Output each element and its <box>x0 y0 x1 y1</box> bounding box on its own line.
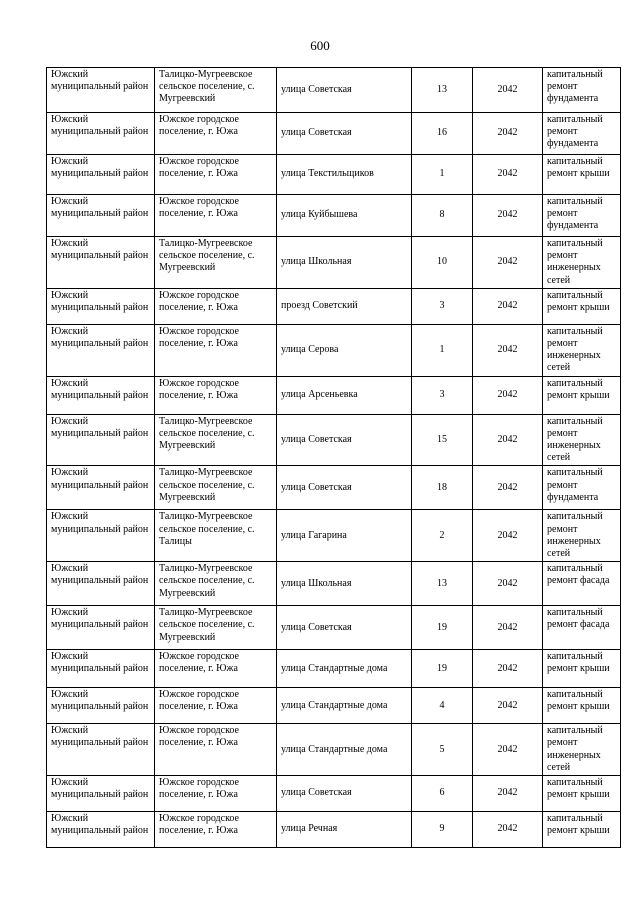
year-cell: 2042 <box>473 195 543 237</box>
year-cell: 2042 <box>473 324 543 376</box>
street-cell: улица Школьная <box>277 237 412 289</box>
work-type-cell: капитальный ремонт крыши <box>543 288 621 324</box>
house-number-cell: 13 <box>412 68 473 113</box>
district-cell: Южский муниципальный район <box>47 606 155 650</box>
work-type-cell: капитальный ремонт крыши <box>543 812 621 848</box>
registry-table-body <box>47 68 621 848</box>
house-number-cell: 19 <box>412 650 473 688</box>
street-cell: улица Школьная <box>277 562 412 606</box>
work-type-cell: капитальный ремонт инженерных сетей <box>543 724 621 776</box>
year-cell: 2042 <box>473 237 543 289</box>
work-type-cell: капитальный ремонт инженерных сетей <box>543 414 621 466</box>
year-cell: 2042 <box>473 650 543 688</box>
street-cell: улица Советская <box>277 776 412 812</box>
year-cell: 2042 <box>473 113 543 155</box>
table-row <box>47 113 621 155</box>
street-cell: улица Куйбышева <box>277 195 412 237</box>
house-number-cell: 8 <box>412 195 473 237</box>
table-row <box>47 466 621 510</box>
street-cell: улица Советская <box>277 113 412 155</box>
street-cell: улица Серова <box>277 324 412 376</box>
settlement-cell: Талицко-Мугреевское сельское поселение, с. Мугреевский <box>155 414 277 466</box>
district-cell: Южский муниципальный район <box>47 562 155 606</box>
settlement-cell: Южское городское поселение, г. Южа <box>155 688 277 724</box>
house-number-cell: 1 <box>412 324 473 376</box>
work-type-cell: капитальный ремонт крыши <box>543 776 621 812</box>
street-cell: улица Стандартные дома <box>277 688 412 724</box>
street-cell: улица Стандартные дома <box>277 650 412 688</box>
settlement-cell: Талицко-Мугреевское сельское поселение, с. Мугреевский <box>155 606 277 650</box>
street-cell: улица Арсеньевка <box>277 376 412 414</box>
year-cell: 2042 <box>473 812 543 848</box>
table-row <box>47 414 621 466</box>
district-cell: Южский муниципальный район <box>47 195 155 237</box>
work-type-cell: капитальный ремонт фундамента <box>543 113 621 155</box>
settlement-cell: Южское городское поселение, г. Южа <box>155 288 277 324</box>
house-number-cell: 5 <box>412 724 473 776</box>
district-cell: Южский муниципальный район <box>47 466 155 510</box>
table-row <box>47 776 621 812</box>
settlement-cell: Талицко-Мугреевское сельское поселение, с. Талицы <box>155 510 277 562</box>
table-row <box>47 562 621 606</box>
house-number-cell: 4 <box>412 688 473 724</box>
district-cell: Южский муниципальный район <box>47 155 155 195</box>
year-cell: 2042 <box>473 414 543 466</box>
district-cell: Южский муниципальный район <box>47 237 155 289</box>
work-type-cell: капитальный ремонт фундамента <box>543 68 621 113</box>
district-cell: Южский муниципальный район <box>47 510 155 562</box>
settlement-cell: Южское городское поселение, г. Южа <box>155 812 277 848</box>
settlement-cell: Южское городское поселение, г. Южа <box>155 113 277 155</box>
district-cell: Южский муниципальный район <box>47 688 155 724</box>
settlement-cell: Южское городское поселение, г. Южа <box>155 776 277 812</box>
work-type-cell: капитальный ремонт инженерных сетей <box>543 237 621 289</box>
year-cell: 2042 <box>473 288 543 324</box>
district-cell: Южский муниципальный район <box>47 776 155 812</box>
settlement-cell: Южское городское поселение, г. Южа <box>155 155 277 195</box>
district-cell: Южский муниципальный район <box>47 414 155 466</box>
work-type-cell: капитальный ремонт фасада <box>543 606 621 650</box>
house-number-cell: 15 <box>412 414 473 466</box>
year-cell: 2042 <box>473 510 543 562</box>
settlement-cell: Талицко-Мугреевское сельское поселение, с. Мугреевский <box>155 68 277 113</box>
table-row <box>47 510 621 562</box>
table-row <box>47 724 621 776</box>
street-cell: улица Гагарина <box>277 510 412 562</box>
year-cell: 2042 <box>473 376 543 414</box>
house-number-cell: 19 <box>412 606 473 650</box>
settlement-cell: Южское городское поселение, г. Южа <box>155 724 277 776</box>
registry-table <box>46 67 621 848</box>
district-cell: Южский муниципальный район <box>47 324 155 376</box>
house-number-cell: 18 <box>412 466 473 510</box>
table-row <box>47 288 621 324</box>
year-cell: 2042 <box>473 155 543 195</box>
house-number-cell: 16 <box>412 113 473 155</box>
year-cell: 2042 <box>473 776 543 812</box>
table-row <box>47 155 621 195</box>
table-row <box>47 606 621 650</box>
year-cell: 2042 <box>473 466 543 510</box>
year-cell: 2042 <box>473 68 543 113</box>
work-type-cell: капитальный ремонт фундамента <box>543 466 621 510</box>
work-type-cell: капитальный ремонт инженерных сетей <box>543 324 621 376</box>
house-number-cell: 3 <box>412 288 473 324</box>
settlement-cell: Южское городское поселение, г. Южа <box>155 650 277 688</box>
table-row <box>47 376 621 414</box>
district-cell: Южский муниципальный район <box>47 376 155 414</box>
work-type-cell: капитальный ремонт фундамента <box>543 195 621 237</box>
table-row <box>47 812 621 848</box>
street-cell: улица Текстильщиков <box>277 155 412 195</box>
year-cell: 2042 <box>473 562 543 606</box>
house-number-cell: 9 <box>412 812 473 848</box>
district-cell: Южский муниципальный район <box>47 113 155 155</box>
work-type-cell: капитальный ремонт крыши <box>543 650 621 688</box>
street-cell: улица Советская <box>277 414 412 466</box>
district-cell: Южский муниципальный район <box>47 724 155 776</box>
settlement-cell: Южское городское поселение, г. Южа <box>155 324 277 376</box>
house-number-cell: 10 <box>412 237 473 289</box>
work-type-cell: капитальный ремонт крыши <box>543 688 621 724</box>
street-cell: проезд Советский <box>277 288 412 324</box>
settlement-cell: Талицко-Мугреевское сельское поселение, с. Мугреевский <box>155 562 277 606</box>
table-row <box>47 68 621 113</box>
district-cell: Южский муниципальный район <box>47 288 155 324</box>
settlement-cell: Южское городское поселение, г. Южа <box>155 195 277 237</box>
street-cell: улица Советская <box>277 466 412 510</box>
district-cell: Южский муниципальный район <box>47 812 155 848</box>
street-cell: улица Советская <box>277 68 412 113</box>
table-row <box>47 650 621 688</box>
table-row <box>47 324 621 376</box>
work-type-cell: капитальный ремонт фасада <box>543 562 621 606</box>
table-row <box>47 688 621 724</box>
year-cell: 2042 <box>473 688 543 724</box>
street-cell: улица Речная <box>277 812 412 848</box>
house-number-cell: 3 <box>412 376 473 414</box>
district-cell: Южский муниципальный район <box>47 68 155 113</box>
table-row <box>47 195 621 237</box>
house-number-cell: 13 <box>412 562 473 606</box>
settlement-cell: Талицко-Мугреевское сельское поселение, с. Мугреевский <box>155 466 277 510</box>
work-type-cell: капитальный ремонт инженерных сетей <box>543 510 621 562</box>
table-row <box>47 237 621 289</box>
settlement-cell: Талицко-Мугреевское сельское поселение, с. Мугреевский <box>155 237 277 289</box>
house-number-cell: 6 <box>412 776 473 812</box>
year-cell: 2042 <box>473 606 543 650</box>
street-cell: улица Стандартные дома <box>277 724 412 776</box>
house-number-cell: 1 <box>412 155 473 195</box>
work-type-cell: капитальный ремонт крыши <box>543 155 621 195</box>
page-number: 600 <box>310 38 330 53</box>
street-cell: улица Советская <box>277 606 412 650</box>
district-cell: Южский муниципальный район <box>47 650 155 688</box>
work-type-cell: капитальный ремонт крыши <box>543 376 621 414</box>
year-cell: 2042 <box>473 724 543 776</box>
settlement-cell: Южское городское поселение, г. Южа <box>155 376 277 414</box>
house-number-cell: 2 <box>412 510 473 562</box>
